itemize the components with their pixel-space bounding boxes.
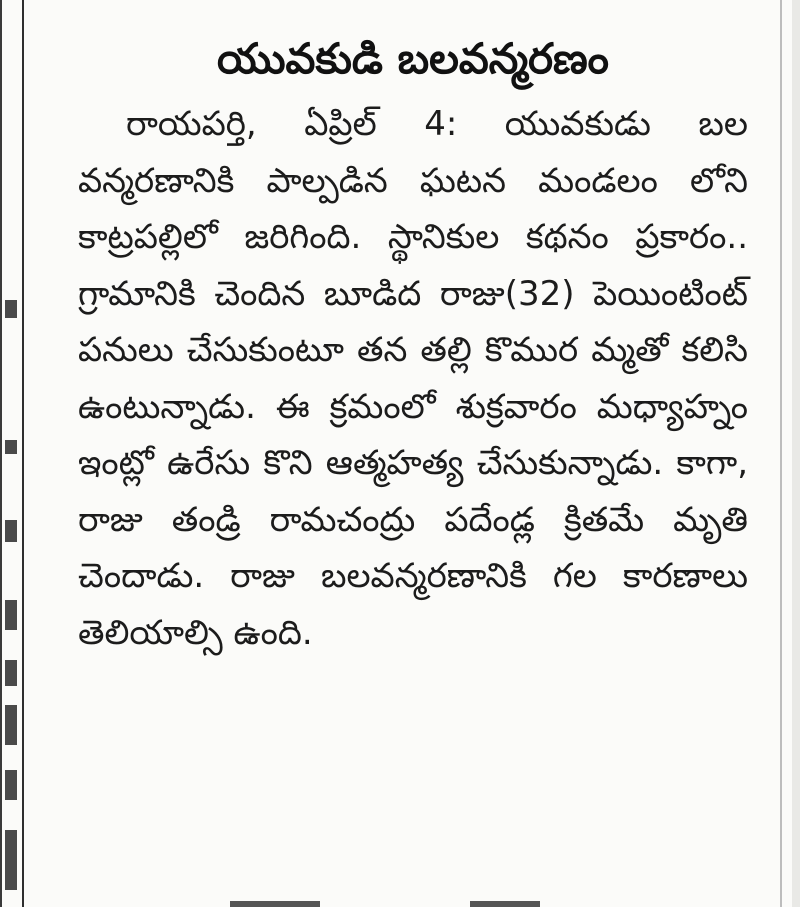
text-fragment [5, 660, 17, 686]
article-headline: యువకుడి బలవన్మరణం [217, 34, 609, 83]
article-body: రాయపర్తి, ఏప్రిల్ 4: యువకుడు బల వన్మరణానికి పాల్పడిన ఘటన మండలం లోని కాట్రపల్లిలో జరిగింది. స్థానికుల కథనం ప్రకారం.. గ్రామానికి చెందిన బూడిద రాజు(32) పెయింటింట్ పనులు చేసుకుంటూ తన తల్లి కొముర మ్మతో కలిసి ఉంటున్నాడు. ఈ క్రమంలో శుక్రవారం మధ్యాహ్నం ఇంట్లో ఉరేసు కొని ఆత్మహత్య చేసుకున్నాడు. కాగా, రాజు తండ్రి రామచంద్రు పదేండ్ల క్రితమే మృతి చెందాడు. రాజు బలవన్మరణానికి గల కారణాలు తెలియాల్సి ఉంది. [78, 104, 748, 653]
text-fragment [5, 300, 17, 318]
page-edge [792, 0, 800, 907]
column-rule-right [780, 0, 782, 907]
text-fragment [5, 440, 17, 454]
text-fragment [5, 705, 17, 745]
text-fragment [5, 520, 17, 542]
next-article-fragment [470, 901, 540, 907]
text-fragment [5, 600, 17, 630]
text-fragment [5, 770, 17, 800]
news-article [78, 28, 748, 661]
column-rule-left [0, 0, 2, 907]
adjacent-column-fragment [0, 0, 24, 907]
next-article-fragment [230, 901, 320, 907]
column-rule-inner [22, 0, 24, 907]
text-fragment [5, 830, 17, 890]
